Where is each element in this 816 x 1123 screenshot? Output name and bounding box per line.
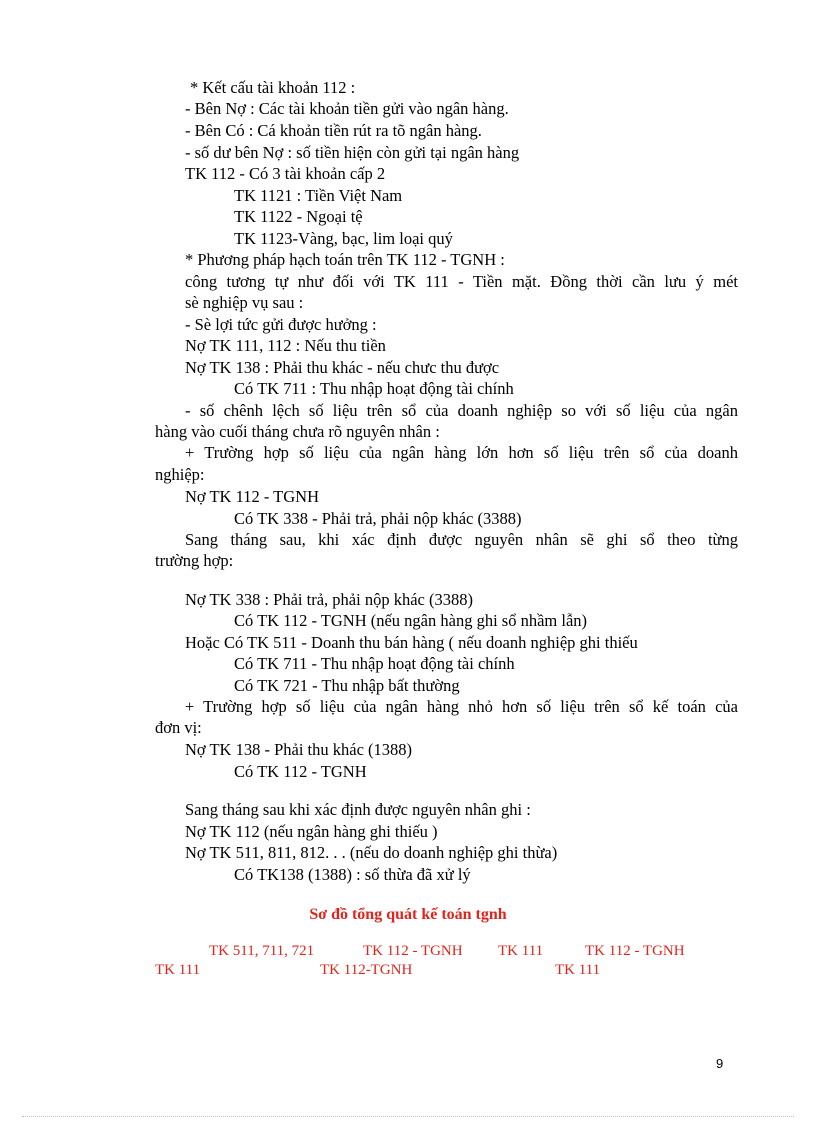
text-line: TK 112 - Có 3 tài khoản cấp 2	[185, 164, 386, 183]
text-line: Có TK 112 - TGNH	[234, 762, 367, 781]
diagram-account-label: TK 111	[498, 943, 544, 959]
text-line: Nợ TK 112 - TGNH	[185, 487, 319, 506]
text-line: Nợ TK 138 - Phải thu khác (1388)	[185, 740, 413, 759]
text-line: TK 1122 - Ngoại tệ	[234, 207, 363, 226]
text-line: * Kết cấu tài khoản 112 :	[190, 78, 356, 97]
text-line: - Bên Có : Cá khoản tiền rút ra tõ ngân hàng.	[185, 121, 482, 140]
diagram-account-label: TK 112 - TGNH	[585, 943, 685, 959]
text-line: Sang tháng sau, khi xác định được nguyên nhân sẽ ghi sổ theo từng	[185, 530, 738, 549]
text-line: * Phương pháp hạch toán trên TK 112 - TGNH :	[185, 250, 505, 269]
text-line: + Trường hợp số liệu của ngân hàng nhỏ hơn số liệu trên sổ kế toán của	[185, 697, 738, 716]
text-line: TK 1121 : Tiền Việt Nam	[234, 186, 403, 205]
text-line: - Bên Nợ : Các tài khoản tiền gửi vào ngân hàng.	[185, 99, 509, 118]
text-line: Có TK 711 : Thu nhập hoạt động tài chính	[234, 379, 514, 398]
text-line: + Trường hợp số liệu của ngân hàng lớn hơn số liệu trên sổ của doanh	[185, 443, 738, 462]
text-line: TK 1123-Vàng, bạc, lim loại quý	[234, 229, 453, 248]
text-line: trường hợp:	[155, 551, 234, 570]
text-line: Nợ TK 338 : Phải trả, phải nộp khác (3388)	[185, 590, 473, 609]
text-line: Nợ TK 511, 811, 812. . . (nếu do doanh nghiệp ghi thừa)	[185, 843, 558, 862]
text-line: Nợ TK 112 (nếu ngân hàng ghi thiếu )	[185, 822, 438, 841]
text-line: Có TK 112 - TGNH (nếu ngân hàng ghi sổ nhầm lẫn)	[234, 611, 588, 630]
page-bottom-divider	[22, 1116, 794, 1117]
text-line: Có TK138 (1388) : số thừa đã xử lý	[234, 865, 471, 884]
text-line: Sang tháng sau khi xác định được nguyên nhân ghi :	[185, 800, 531, 819]
text-line: Có TK 721 - Thu nhập bất thường	[234, 676, 460, 695]
text-line: công tương tự như đối với TK 111 - Tiền mặt. Đồng thời cần lưu ý mét	[185, 272, 738, 291]
text-line: Hoặc Có TK 511 - Doanh thu bán hàng ( nếu doanh nghiệp ghi thiếu	[185, 633, 638, 652]
diagram-title: Sơ đồ tổng quát kế toán tgnh	[309, 906, 507, 923]
text-line: sè nghiệp vụ sau :	[185, 293, 304, 312]
text-line: Có TK 711 - Thu nhập hoạt động tài chính	[234, 654, 515, 673]
text-line: Nợ TK 138 : Phải thu khác - nếu chưc thu được	[185, 358, 500, 377]
page-number: 9	[716, 1056, 724, 1071]
diagram-account-label: TK 111	[155, 962, 201, 978]
diagram-account-label: TK 112-TGNH	[320, 962, 413, 978]
text-line: - số dư bên Nợ : số tiền hiện còn gửi tại ngân hàng	[185, 143, 520, 162]
text-line: Có TK 338 - Phải trả, phải nộp khác (3388)	[234, 509, 522, 528]
diagram-account-label: TK 112 - TGNH	[363, 943, 463, 959]
text-line: - số chênh lệch số liệu trên sổ của doanh nghiệp so với số liệu của ngân	[185, 401, 738, 420]
text-line: nghiệp:	[155, 465, 205, 484]
text-line: đơn vị:	[155, 718, 202, 737]
text-line: Nợ TK 111, 112 : Nếu thu tiền	[185, 336, 386, 355]
text-line: hàng vào cuối tháng chưa rõ nguyên nhân :	[155, 422, 440, 441]
diagram-account-label: TK 111	[555, 962, 601, 978]
text-line: - Sè lợi tức gửi được hưởng :	[185, 315, 377, 334]
diagram-account-label: TK 511, 711, 721	[209, 943, 315, 959]
